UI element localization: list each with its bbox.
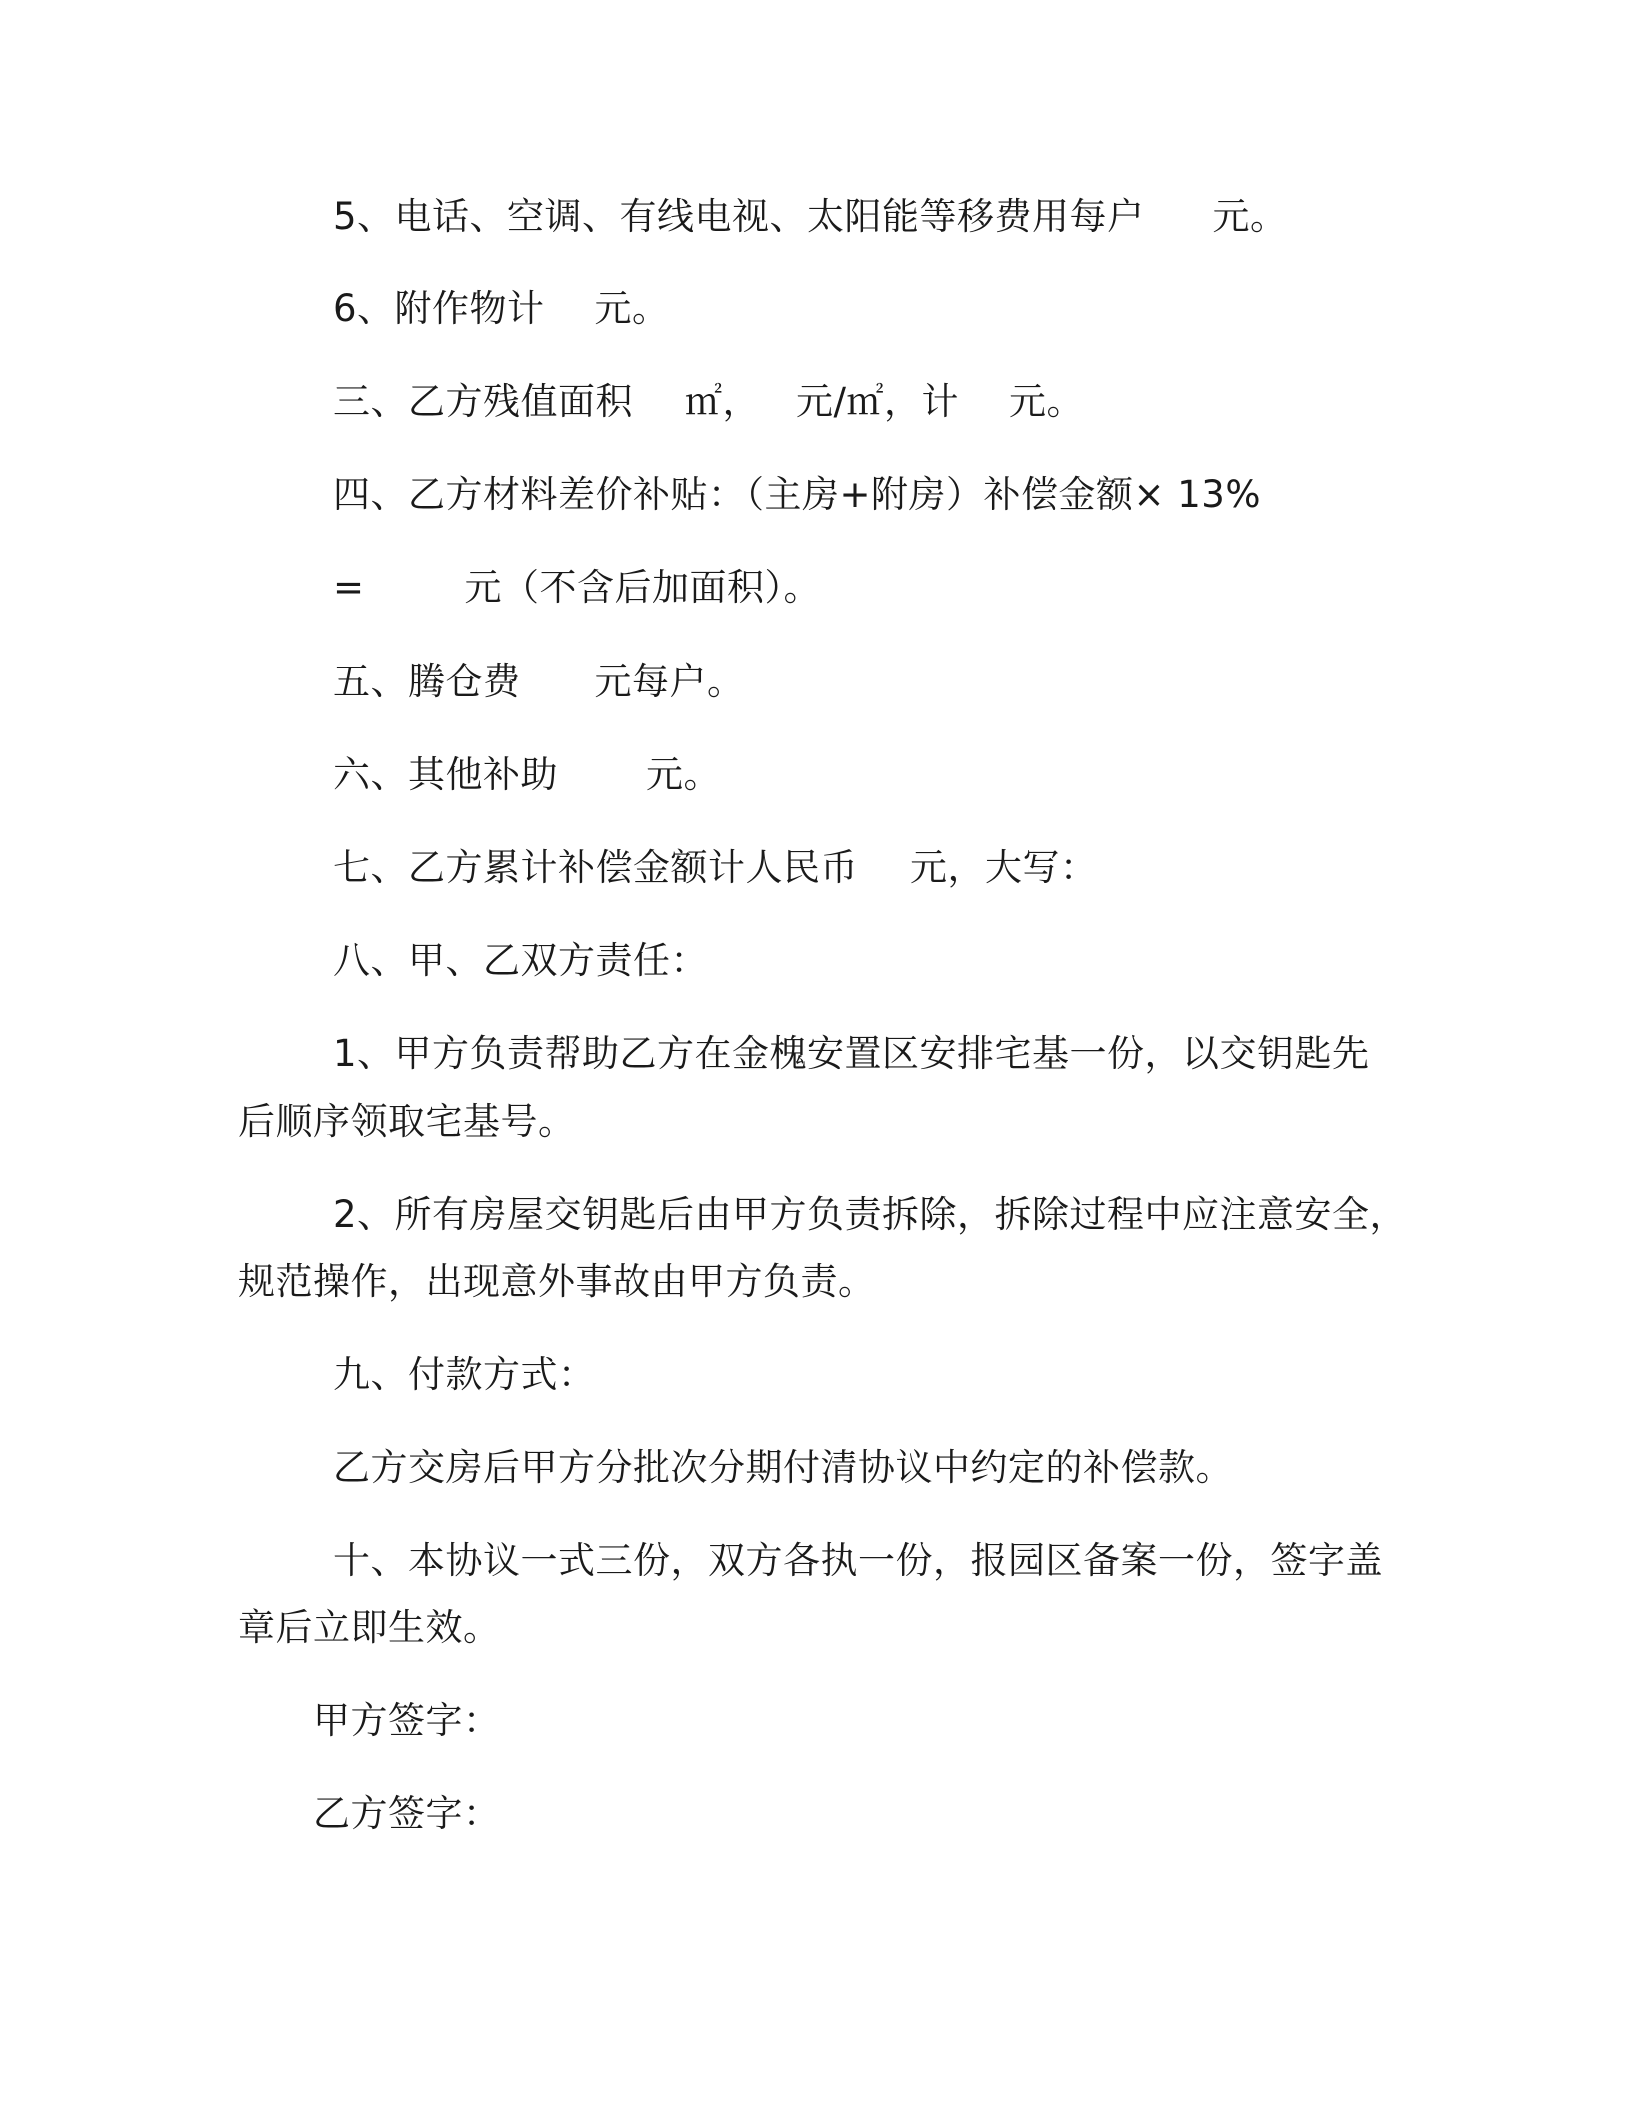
section-8-para-1-line-1: 1、甲方负责帮助乙方在金槐安置区安排宅基一份，以交钥匙先 [333,1032,1370,1075]
section-3-price-unit: 元/㎡，计 [796,380,959,423]
section-8-para-1-line-2: 后顺序领取宅基号。 [238,1100,576,1143]
section-9-title: 九、付款方式： [333,1353,596,1396]
section-7-line [333,846,1098,890]
section-8-para-2-line-1: 2、所有房屋交钥匙后由甲方负责拆除，拆除过程中应注意安全， [333,1193,1408,1236]
section-10-line-2: 章后立即生效。 [238,1606,501,1649]
section-8-para-2-line-2: 规范操作，出现意外事故由甲方负责。 [238,1260,876,1303]
item-6-label: 6、附作物计 [333,287,545,330]
section-7-unit: 元，大写： [910,846,1098,889]
section-7-label: 七、乙方累计补偿金额计人民币 [333,846,858,889]
section-4-equals: = [333,566,365,609]
section-8-title: 八、甲、乙双方责任： [333,939,708,982]
item-6-line [333,287,670,331]
section-5-label: 五、腾仓费 [333,660,521,703]
item-5-unit: 元。 [1212,195,1288,238]
section-3-unit: 元。 [1008,380,1084,423]
section-6-line [333,753,721,797]
section-4-result: 元（不含后加面积）。 [464,566,822,609]
section-4-line-1: 四、乙方材料差价补贴：（主房+附房）补偿金额× 13% [333,473,1262,516]
section-4-line-2 [333,566,821,610]
section-5-unit: 元每户。 [594,660,745,703]
section-3-label: 三、乙方残值面积 [333,380,633,423]
party-b-signature-label: 乙方签字： [313,1792,501,1835]
item-5-label: 5、电话、空调、有线电视、太阳能等移费用每户 [333,195,1145,238]
section-6-unit: 元。 [646,753,721,796]
section-10-line-1: 十、本协议一式三份，双方各执一份，报园区备案一份，签字盖 [333,1539,1383,1582]
section-9-text: 乙方交房后甲方分批次分期付清协议中约定的补偿款。 [333,1446,1233,1489]
section-6-label: 六、其他补助 [333,753,558,796]
section-3-area-unit: ㎡， [685,380,760,423]
item-5-line [333,195,1288,239]
item-6-unit: 元。 [594,287,670,330]
section-5-line [333,660,745,704]
section-3-line [333,380,1084,424]
party-a-signature-label: 甲方签字： [313,1699,501,1742]
